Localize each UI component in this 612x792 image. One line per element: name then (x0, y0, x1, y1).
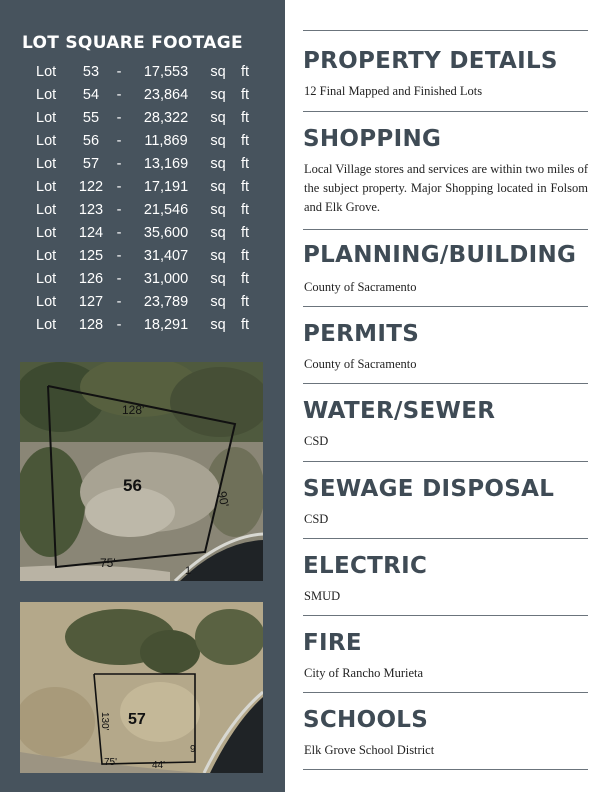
water-sewer-text: CSD (304, 434, 329, 448)
lot-label: Lot (36, 225, 57, 241)
lot-sqft: 28,322 (143, 110, 189, 126)
lot-dash: - (116, 87, 122, 103)
electric-text: SMUD (304, 589, 341, 603)
lot-label: Lot (36, 271, 57, 287)
lot-ft: ft (240, 179, 250, 195)
section-divider (303, 306, 588, 307)
lot-label: Lot (36, 179, 57, 195)
permits-text: County of Sacramento (304, 357, 417, 371)
lot-dash: - (116, 271, 122, 287)
section-divider (303, 30, 588, 31)
lot-row (36, 133, 256, 156)
electric-heading: ELECTRIC (303, 553, 428, 579)
lot-row (36, 64, 256, 87)
planning-building-text: County of Sacramento (304, 280, 417, 294)
lot-number: 55 (82, 110, 100, 126)
lot-number: 125 (78, 248, 104, 264)
section-divider (303, 461, 588, 462)
lot-sq: sq (210, 133, 226, 149)
lot-sq: sq (210, 225, 226, 241)
lot-sqft: 23,789 (143, 294, 189, 310)
lot-57-label: 57 (128, 711, 146, 728)
lot-label: Lot (36, 110, 57, 126)
lot-number: 54 (82, 87, 100, 103)
planning-building-heading: PLANNING/BUILDING (303, 242, 577, 268)
lot-sqft: 21,546 (143, 202, 189, 218)
lot-row (36, 271, 256, 294)
lot-label: Lot (36, 294, 57, 310)
lot-sq: sq (210, 87, 226, 103)
lot-number: 123 (78, 202, 104, 218)
lot-label: Lot (36, 202, 57, 218)
lot-dash: - (116, 179, 122, 195)
lot-dash: - (116, 156, 122, 172)
property-details-heading: PROPERTY DETAILS (303, 48, 558, 74)
section-divider (303, 769, 588, 770)
lot-sq: sq (210, 248, 226, 264)
lot-ft: ft (240, 110, 250, 126)
lot-dash: - (116, 110, 122, 126)
lot-56-top-dimension: 128' (122, 403, 145, 417)
schools-heading: SCHOOLS (303, 707, 429, 733)
lot-sq: sq (210, 317, 226, 333)
lot-sqft: 23,864 (143, 87, 189, 103)
lot-56-bottom-dimension: 75' (100, 556, 116, 570)
lot-sqft: 35,600 (143, 225, 189, 241)
lot-ft: ft (240, 133, 250, 149)
lot-sqft: 17,191 (143, 179, 189, 195)
lot-57-bottom-right-dimension: 44' (152, 760, 166, 771)
lot-dash: - (116, 294, 122, 310)
lot-ft: ft (240, 317, 250, 333)
lot-dash: - (116, 225, 122, 241)
lot-row (36, 248, 256, 271)
aerial-photo-lot-56 (20, 362, 263, 581)
lot-sq: sq (210, 271, 226, 287)
shopping-text: Local Village stores and services are within two miles of the subject property. Major Shopping located in Folsom and Elk Grove. (304, 162, 588, 214)
lot-56-corner-dimension: 1 (185, 565, 192, 577)
lot-ft: ft (240, 87, 250, 103)
lot-number: 124 (78, 225, 104, 241)
lot-dash: - (116, 133, 122, 149)
lot-label: Lot (36, 87, 57, 103)
lot-number: 122 (78, 179, 104, 195)
property-details-text: 12 Final Mapped and Finished Lots (304, 84, 483, 98)
lot-row (36, 317, 256, 340)
section-divider (303, 538, 588, 539)
lot-ft: ft (240, 271, 250, 287)
lot-57-corner-dimension: 9 (190, 744, 196, 755)
lot-sq: sq (210, 64, 226, 80)
lot-ft: ft (240, 248, 250, 264)
lot-sidebar (0, 0, 285, 792)
lot-sq: sq (210, 202, 226, 218)
lot-row (36, 294, 256, 317)
lot-row (36, 202, 256, 225)
section-divider (303, 229, 588, 230)
lot-ft: ft (240, 64, 250, 80)
lot-label: Lot (36, 317, 57, 333)
lot-sqft: 13,169 (143, 156, 189, 172)
lot-label: Lot (36, 133, 57, 149)
lot-number: 57 (82, 156, 100, 172)
lot-sq: sq (210, 294, 226, 310)
lot-number: 53 (82, 64, 100, 80)
lot-56-label: 56 (123, 476, 142, 495)
lot-label: Lot (36, 156, 57, 172)
lot-row (36, 110, 256, 133)
lot-label: Lot (36, 64, 57, 80)
lot-dash: - (116, 64, 122, 80)
lot-square-footage-title: LOT SQUARE FOOTAGE (22, 33, 243, 53)
water-sewer-heading: WATER/SEWER (303, 398, 496, 424)
lot-row (36, 179, 256, 202)
lot-sq: sq (210, 110, 226, 126)
lot-dash: - (116, 317, 122, 333)
section-divider (303, 692, 588, 693)
lot-sqft: 31,000 (143, 271, 189, 287)
lot-number: 126 (78, 271, 104, 287)
lot-list (36, 64, 256, 340)
section-divider (303, 383, 588, 384)
lot-number: 128 (78, 317, 104, 333)
lot-ft: ft (240, 202, 250, 218)
fire-heading: FIRE (303, 630, 362, 656)
fire-text: City of Rancho Murieta (304, 666, 424, 680)
sewage-disposal-text: CSD (304, 512, 329, 526)
lot-sqft: 17,553 (143, 64, 189, 80)
lot-sq: sq (210, 179, 226, 195)
lot-sq: sq (210, 156, 226, 172)
lot-row (36, 156, 256, 179)
lot-ft: ft (240, 225, 250, 241)
lot-sqft: 18,291 (143, 317, 189, 333)
lot-row (36, 87, 256, 110)
lot-dash: - (116, 202, 122, 218)
lot-57-bottom-dimension: 75' (104, 757, 118, 768)
lot-sqft: 31,407 (143, 248, 189, 264)
lot-number: 56 (82, 133, 100, 149)
lot-dash: - (116, 248, 122, 264)
lot-57-left-dimension: 130' (99, 712, 110, 731)
lot-ft: ft (240, 294, 250, 310)
lot-label: Lot (36, 248, 57, 264)
sewage-disposal-heading: SEWAGE DISPOSAL (303, 476, 555, 502)
schools-text: Elk Grove School District (304, 743, 435, 757)
lot-number: 127 (78, 294, 104, 310)
lot-sqft: 11,869 (144, 133, 188, 149)
lot-56-right-dimension: 90' (215, 490, 232, 508)
section-divider (303, 111, 588, 112)
lot-row (36, 225, 256, 248)
shopping-heading: SHOPPING (303, 126, 442, 152)
permits-heading: PERMITS (303, 321, 420, 347)
section-divider (303, 615, 588, 616)
lot-ft: ft (240, 156, 250, 172)
aerial-photo-lot-57 (20, 602, 263, 773)
